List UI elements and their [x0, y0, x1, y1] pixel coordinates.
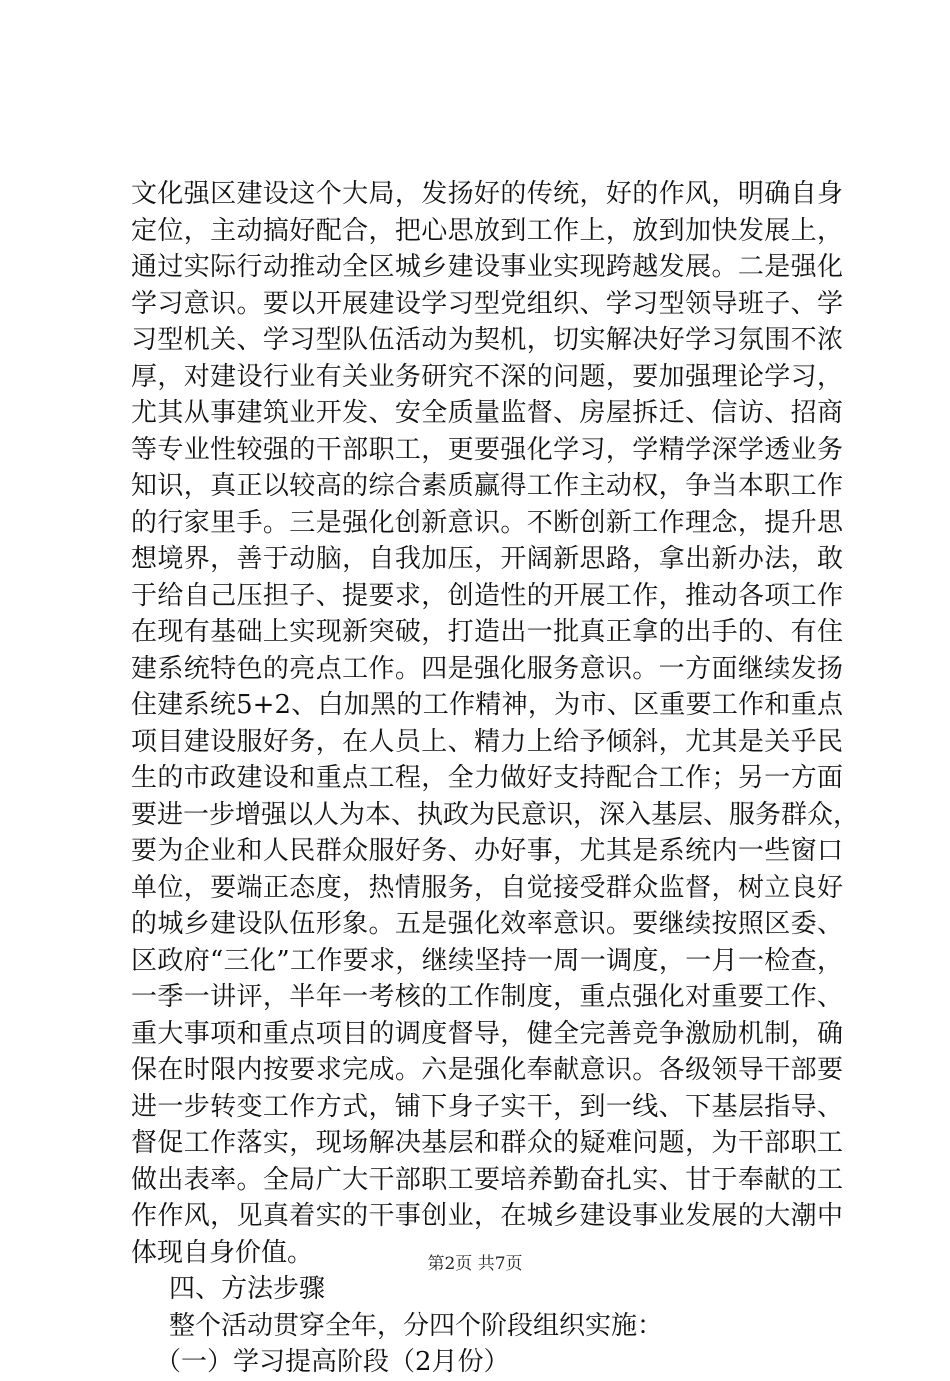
paragraph-line-22: 区政府“三化”工作要求，继续坚持一周一调度，一月一检查，	[131, 945, 843, 976]
sub-heading: （一）学习提高阶段（2月份）	[155, 1347, 510, 1377]
paragraph-line-9: 知识，真正以较高的综合素质赢得工作主动权，争当本职工作	[131, 471, 843, 501]
paragraph-line-16: 项目建设服好务，在人员上、精力上给予倾斜，尤其是关乎民	[131, 726, 843, 757]
paragraph-line-27: 督促工作落实，现场解决基层和群众的疑难问题，为干部职工	[131, 1128, 843, 1158]
paragraph-line-13: 在现有基础上实现新突破，打造出一批真正拿的出手的、有住	[131, 617, 843, 647]
paragraph-line-4: 学习意识。要以开展建设学习型党组织、学习型领导班子、学	[131, 288, 843, 319]
paragraph-line-5: 习型机关、学习型队伍活动为契机，切实解决好学习氛围不浓	[131, 325, 843, 355]
paragraph-line-21: 的城乡建设队伍形象。五是强化效率意识。要继续按照区委、	[131, 909, 843, 939]
body-text	[131, 176, 860, 1381]
paragraph-line-1: 文化强区建设这个大局，发扬好的传统，好的作风，明确自身	[131, 179, 843, 209]
intro-sentence: 整个活动贯穿全年，分四个阶段组织实施：	[169, 1310, 664, 1341]
paragraph-line-20: 单位，要端正态度，热情服务，自觉接受群众监督，树立良好	[131, 872, 843, 903]
paragraph-line-30: 体现自身价值。	[131, 1237, 314, 1268]
page-footer: 第2页 共7页	[427, 1254, 523, 1274]
paragraph-line-6: 厚，对建设行业有关业务研究不深的问题，要加强理论学习，	[131, 361, 843, 392]
section-heading: 四、方法步骤	[169, 1274, 326, 1304]
paragraph-line-17: 生的市政建设和重点工程，全力做好支持配合工作；另一方面	[131, 763, 843, 793]
paragraph-line-10: 的行家里手。三是强化创新意识。不断创新工作理念，提升思	[131, 507, 843, 538]
paragraph-line-15: 住建系统5+2、白加黑的工作精神，为市、区重要工作和重点	[131, 690, 843, 720]
paragraph-line-18: 要进一步增强以人为本、执政为民意识，深入基层、服务群众，	[131, 799, 860, 830]
paragraph-line-26: 进一步转变工作方式，铺下身子实干，到一线、下基层指导、	[131, 1091, 843, 1122]
paragraph-line-2: 定位，主动搞好配合，把心思放到工作上，放到加快发展上，	[131, 215, 843, 246]
paragraph-line-3: 通过实际行动推动全区城乡建设事业实现跨越发展。二是强化	[131, 252, 843, 282]
paragraph-line-24: 重大事项和重点项目的调度督导，健全完善竞争激励机制，确	[131, 1018, 843, 1049]
paragraph-line-28: 做出表率。全局广大干部职工要培养勤奋扎实、甘于奉献的工	[131, 1164, 843, 1195]
paragraph-line-8: 等专业性较强的干部职工，更要强化学习，学精学深学透业务	[131, 434, 843, 465]
paragraph-line-29: 作作风，见真着实的干事创业，在城乡建设事业发展的大潮中	[131, 1201, 843, 1231]
paragraph-line-14: 建系统特色的亮点工作。四是强化服务意识。一方面继续发扬	[131, 653, 843, 684]
paragraph-line-23: 一季一讲评，半年一考核的工作制度，重点强化对重要工作、	[131, 982, 843, 1012]
paragraph-line-19: 要为企业和人民群众服好务、办好事，尤其是系统内一些窗口	[131, 836, 843, 866]
paragraph-line-12: 于给自己压担子、提要求，创造性的开展工作，推动各项工作	[131, 580, 843, 611]
paragraph-line-25: 保在时限内按要求完成。六是强化奉献意识。各级领导干部要	[131, 1055, 843, 1085]
paragraph-line-7: 尤其从事建筑业开发、安全质量监督、房屋拆迁、信访、招商	[131, 398, 843, 428]
paragraph-line-11: 想境界，善于动脑，自我加压，开阔新思路，拿出新办法，敢	[131, 544, 843, 574]
